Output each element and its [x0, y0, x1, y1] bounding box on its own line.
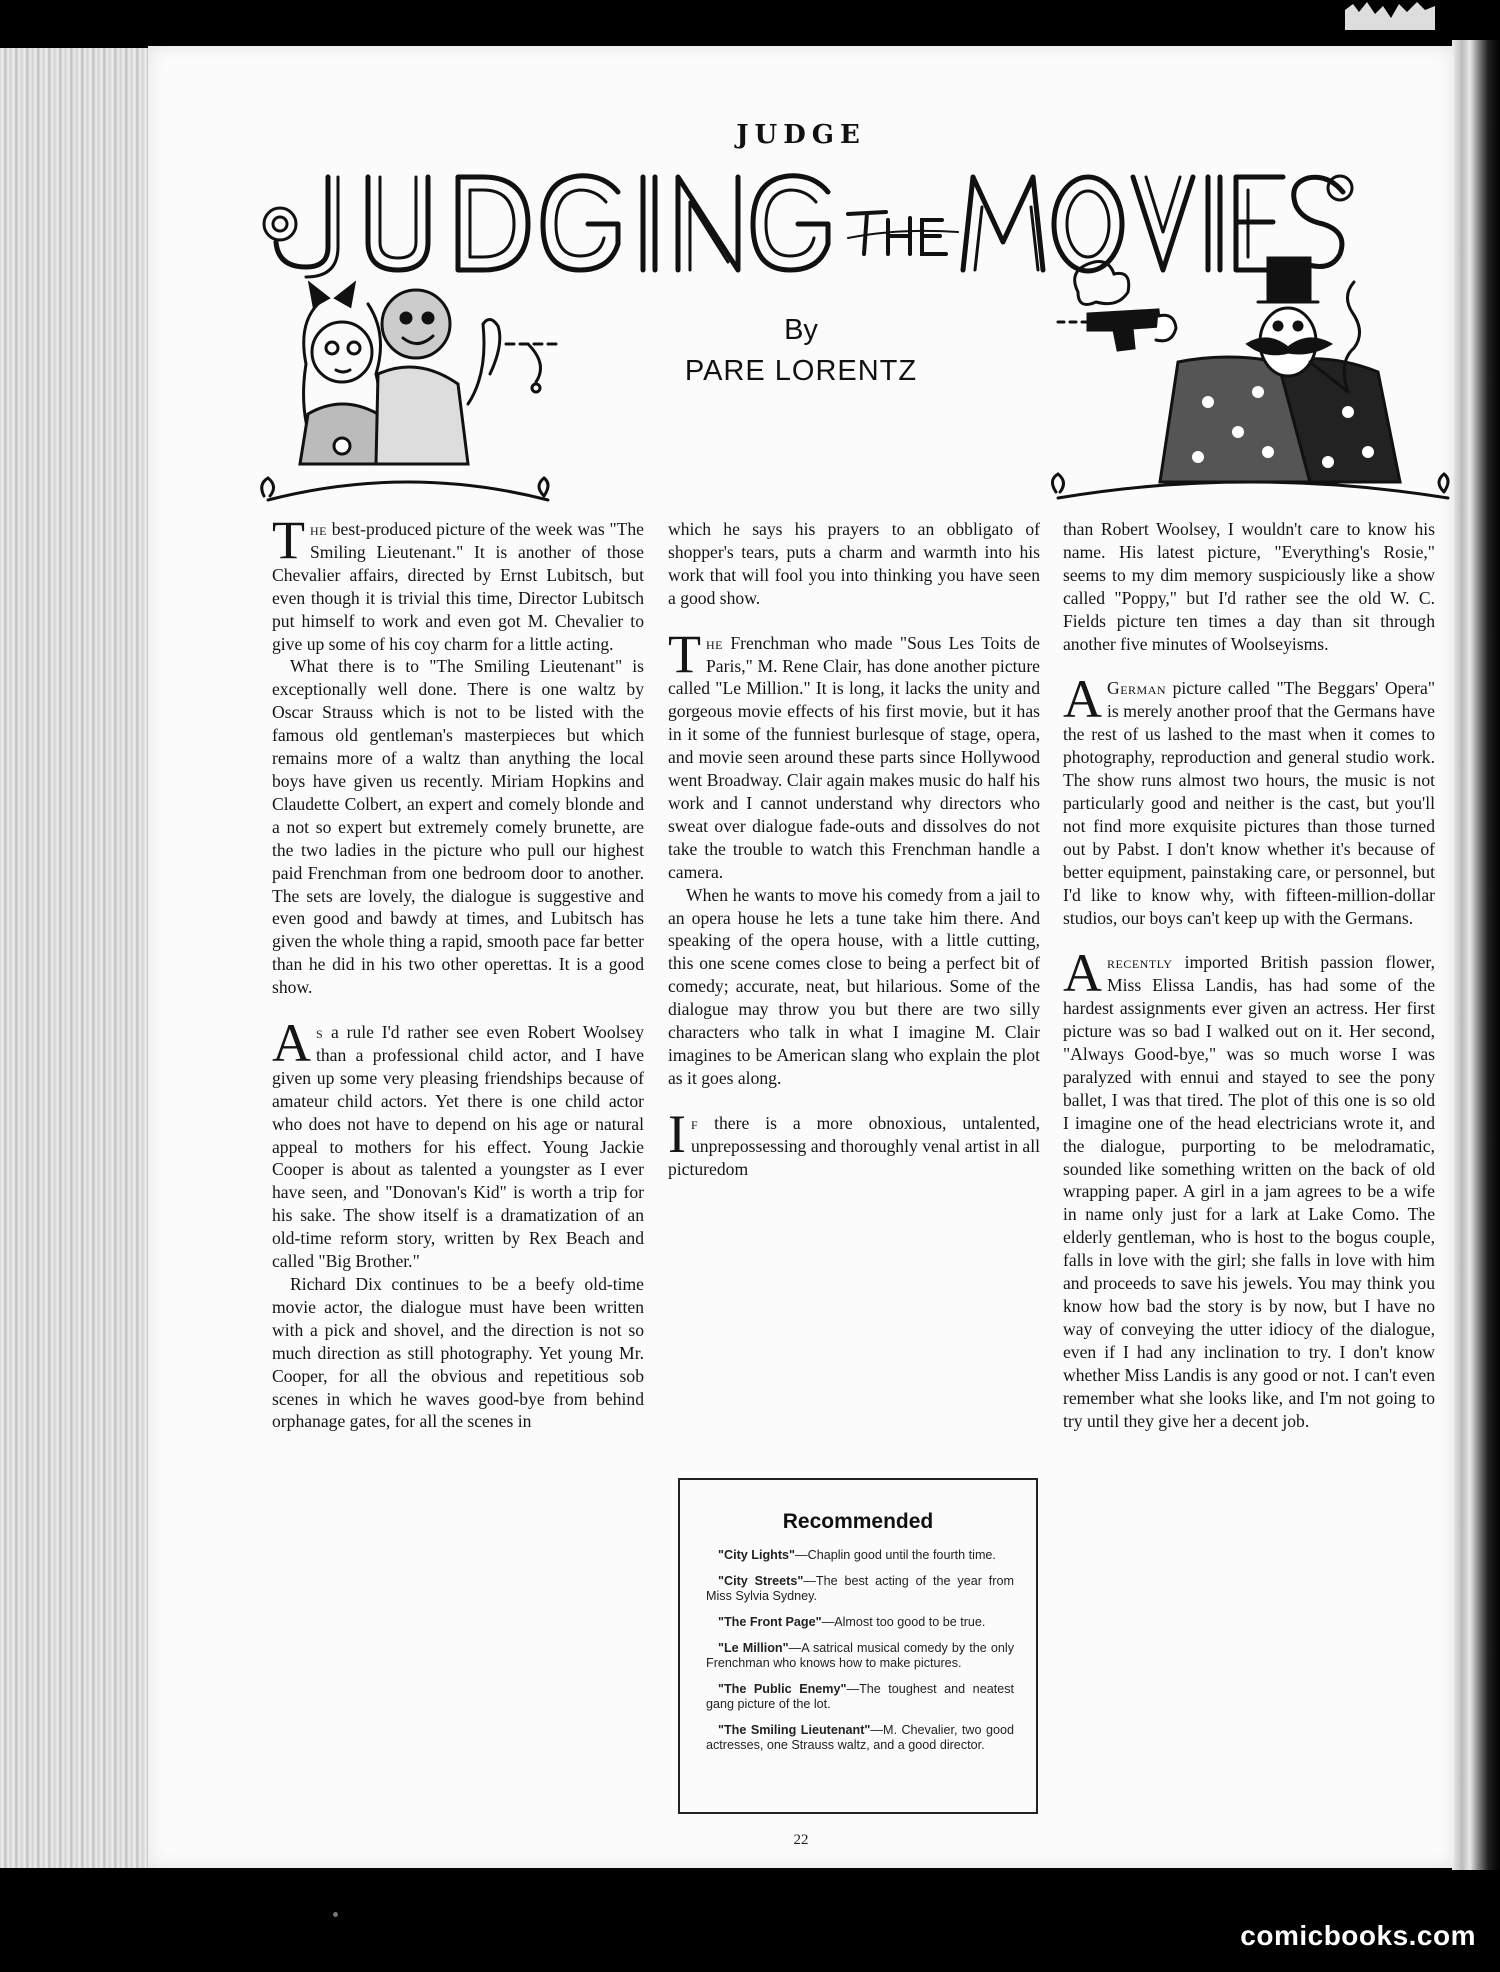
byline-by: By	[784, 314, 818, 346]
cartoon-right-illustration	[1048, 252, 1458, 502]
paragraph: A German picture called "The Beggars' Opera" is merely another proof that the Germans have the rest of us lashed to the mast when it comes to photography, reproduction and general studio work. The show runs almost two hours, the music is not particularly good and neither is the cast, but you'll not find more exquisite pictures than those turned out by Pabst. I don't know whether it's because of better equipment, painstaking care, or personnel, but I'd like to know why, with fifteen-million-dollar studios, our boys can't keep up with the Germans.	[1063, 669, 1435, 928]
paragraph: Richard Dix continues to be a beefy old-time movie actor, the dialogue must have been written with a pick and shovel, and the direction is not so much direction as still photography. Yet young Mr. Cooper, for all the obvious and repetitious sob scenes in which he waves good-bye from behind orphanage gates, for all the scenes in	[272, 1274, 644, 1432]
article-column-3	[1063, 518, 1435, 1432]
book-page-edges-right	[1452, 40, 1500, 1870]
torn-corner	[1345, 0, 1435, 30]
page-number: 22	[793, 1832, 809, 1848]
magazine-page	[148, 46, 1454, 1868]
masthead: JUDGE	[736, 120, 866, 150]
drop-cap: T	[272, 510, 305, 570]
book-page-edges-left	[0, 48, 150, 1868]
drop-cap: A	[272, 1013, 311, 1074]
article-column-1	[272, 510, 644, 1433]
paragraph: which he says his prayers to an obbligato of shopper's tears, puts a charm and warmth into his work that will fool you into thinking you have seen a good show.	[668, 519, 1040, 608]
paragraph: As a rule I'd rather see even Robert Woolsey than a professional child actor, and I have given up some very pleasing friendships because of amateur child actors. Yet there is one child actor who does not have to depend on his age or natural appeal to mothers for his effect. Young Jackie Cooper is about as talented a youngster as I ever have seen, and "Donovan's Kid" is worth a trip for his sake. The show itself is a dramatization of an old-time reform story, written by Rex Beach and called "Big Brother."	[272, 1013, 644, 1272]
speck	[333, 1912, 338, 1917]
recommended-box	[678, 1478, 1038, 1814]
drop-cap: T	[668, 623, 701, 684]
paragraph: If there is a more obnoxious, untalented, unprepossessing and thoroughly venal artist in all picturedom	[668, 1103, 1040, 1179]
drop-cap: A	[1063, 943, 1102, 1004]
paragraph: The Frenchman who made "Sous Les Toits de Paris," M. Rene Clair, has done another picture called "Le Million." It is long, it lacks the unity and gorgeous movie effects of his first movie, but it has in it some of the funniest burlesque of stage, opera, and movie seen around these parts since Hollywood went Broadway. Clair again makes music do half his work and I cannot understand why directors who sweat over dialogue fade-outs and dissolves do not take the trouble to watch this Frenchman handle a camera.	[668, 623, 1040, 882]
paragraph: than Robert Woolsey, I wouldn't care to know his name. His latest picture, "Everything's Rosie," seems to my dim memory suspiciously like a show called "Poppy," but I'd rather see the old W. C. Fields picture ten times a day than sit through another five minutes of Woolseyisms.	[1063, 519, 1435, 654]
recommended-item: "The Public Enemy"—The toughest and neatest gang picture of the lot.	[706, 1682, 1014, 1711]
recommended-item: "The Front Page"—Almost too good to be true.	[718, 1615, 986, 1629]
paragraph: When he wants to move his comedy from a jail to an opera house he lets a tune take him there. And speaking of the opera house, with a little cutting, this one scene comes close to being a perfect bit of comedy; accurate, neat, but hilarious. Some of the dialogue may throw you but there are two silly characters who talk in what I imagine M. Clair imagines to be American slang who explain the plot as it goes along.	[668, 884, 1040, 1088]
byline-author: PARE LORENTZ	[684, 355, 918, 387]
watermark: comicbooks.com	[1240, 1920, 1476, 1951]
recommended-item: "City Lights"—Chaplin good until the fourth time.	[718, 1548, 996, 1562]
recommended-list	[706, 1548, 1014, 1753]
recommended-item: "The Smiling Lieutenant"—M. Chevalier, two good actresses, one Strauss waltz, and a good director.	[706, 1723, 1014, 1752]
drop-cap: A	[1063, 669, 1102, 730]
cartoon-left-illustration	[258, 264, 558, 504]
paragraph: The best-produced picture of the week was "The Smiling Lieutenant." It is another of those Chevalier affairs, directed by Ernst Lubitsch, but even though it is trivial this time, Director Lubitsch put himself to work and even got M. Chevalier to give up some of his coy charm for a little acting.	[272, 510, 644, 654]
drop-cap: I	[668, 1103, 686, 1164]
paragraph: Arecently imported British passion flower, Miss Elissa Landis, has had some of the hardest assignments ever given an actress. Her first picture was so bad I walked out on it. Her second, "Always Good-bye," was so much worse I was paralyzed with ennui and stayed to see the pony ballet, I was that tired. The plot of this one is so old I imagine one of the head electricians wrote it, and the dialogue, purporting to be melodramatic, sounded like something written on the back of old wrapping paper. A girl in a jam agrees to be a wife in name only just for a lark at Lake Como. The elderly gentleman, who is host to the bogus couple, falls in love with the girl; she falls in love with him and proceeds to save his jewels. You may think you know how bad the story is by now, but I have no way of conveying the utter idiocy of the dialogue, even if I had any inclination to try. I don't know whether Miss Landis is any good or not. I can't even remember what she looks like, and I'm not going to try until they give her a decent job.	[1063, 943, 1435, 1431]
paragraph: What there is to "The Smiling Lieutenant" is exceptionally well done. There is one waltz by Oscar Strauss which is not to be listed with the famous old gentleman's masterpieces but which remains more of a waltz than anything the local boys have given us recently. Miriam Hopkins and Claudette Colbert, an expert and comely blonde and a not so expert but extremely comely brunette, are the two ladies in the picture who pull our highest paid Frenchman from one bedroom door to another. The sets are lovely, the dialogue is suggestive and even good and bawdy at times, and Lubitsch has given the whole thing a rapid, smooth pace far better than he did in his two other operettas. It is a good show.	[272, 656, 644, 998]
article-column-2	[668, 518, 1040, 1180]
recommended-item: "City Streets"—The best acting of the year from Miss Sylvia Sydney.	[706, 1574, 1014, 1603]
recommended-title: Recommended	[782, 1510, 934, 1533]
recommended-item: "Le Million"—A satrical musical comedy by the only Frenchman who knows how to make pictures.	[706, 1641, 1014, 1670]
